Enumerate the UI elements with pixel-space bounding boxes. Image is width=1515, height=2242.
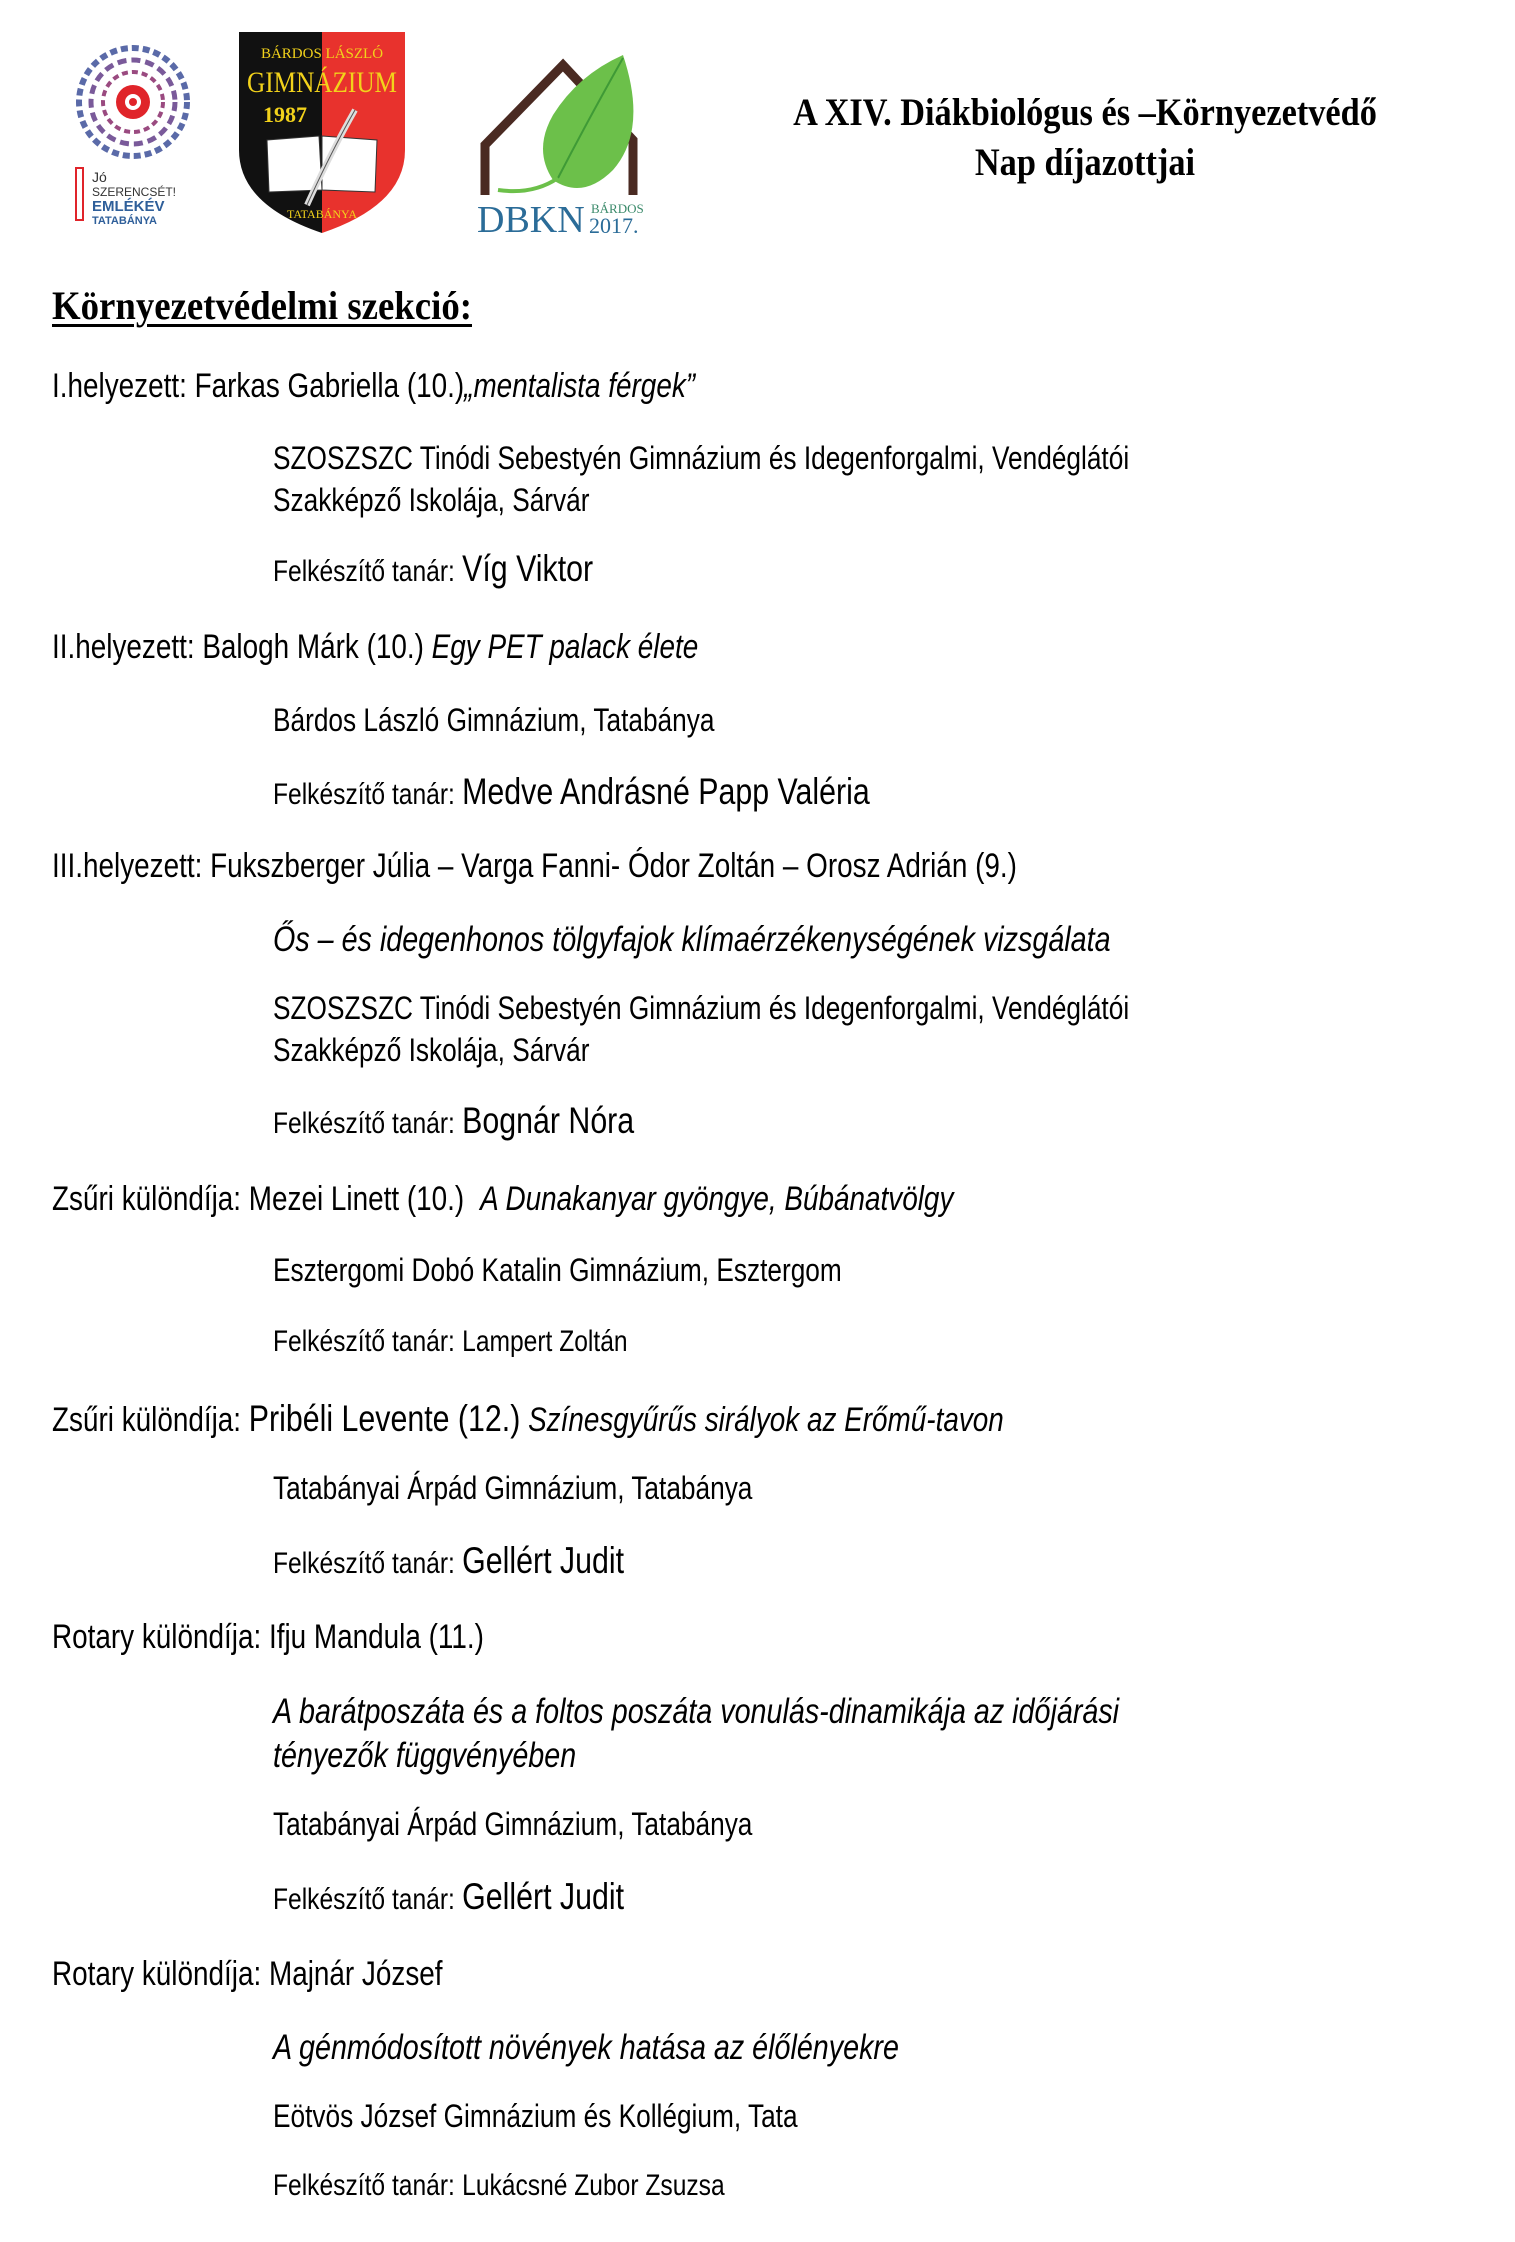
teacher-name: Lukácsné Zubor Zsuzsa [462,2169,725,2202]
award-prefix: II.helyezett: [52,628,195,666]
emlekev-text-2: SZERENCSÉT! [92,185,177,199]
award-project: Színesgyűrűs sirályok az Erőmű-tavon [528,1401,1004,1439]
teacher-name: Medve Andrásné Papp Valéria [462,771,870,812]
school-line: Szakképző Iskolája, Sárvár [273,482,590,518]
teacher-label: Felkészítő tanár: [273,1107,455,1140]
dbkn-logo [473,50,663,240]
teacher-label: Felkészítő tanár: [273,1325,455,1358]
school-line: SZOSZSZC Tinódi Sebestyén Gimnázium és Idegenforgalmi, Vendéglátói [273,440,1130,476]
award-prefix: Rotary különdíja: [52,1955,262,1993]
award-prefix: Zsűri különdíja: [52,1401,242,1439]
award-project: A génmódosított növények hatása az élőlényekre [273,2028,899,2067]
award-prefix: III.helyezett: [52,847,203,885]
award-heading [52,1955,443,1994]
teacher-line [273,1876,624,1918]
shield-text-bottom: TATABÁNYA [286,207,358,221]
award-project: A Dunakanyar gyöngye, Búbánatvölgy [480,1180,954,1218]
rosette-icon [79,48,187,156]
dbkn-text-bardos: BÁRDOS [591,201,644,216]
shield-text-year: 1987 [263,102,307,127]
award-project: A barátposzáta és a foltos poszáta vonulás-dinamikája az időjárási [273,1692,1120,1731]
teacher-label: Felkészítő tanár: [273,2169,455,2202]
gimnazium-shield-logo [237,30,407,235]
shield-text-top: BÁRDOS LÁSZLÓ [260,46,384,62]
teacher-name: Gellért Judit [462,1876,625,1917]
teacher-label: Felkészítő tanár: [273,1883,455,1916]
award-heading [52,1618,484,1657]
section-title: Környezetvédelmi szekció: [52,283,472,328]
award-names: Fukszberger Júlia – Varga Fanni- Ódor Zoltán – Orosz Adrián (9.) [210,847,1017,885]
teacher-name: Víg Viktor [462,548,594,589]
award-heading [52,847,1017,886]
emlekev-text-3: EMLÉKÉV [92,198,165,215]
award-prefix: Rotary különdíja: [52,1618,262,1656]
teacher-name: Gellért Judit [462,1540,625,1581]
award-names: Balogh Márk (10.) [202,628,424,666]
award-heading [52,367,695,406]
emlekev-text-1: Jó [92,169,107,185]
teacher-line [273,1100,634,1142]
award-names: Farkas Gabriella (10.) [194,367,465,405]
award-names: Pribéli Levente (12.) [248,1398,521,1439]
teacher-name: Bognár Nóra [462,1100,635,1141]
dbkn-text-year: 2017. [589,213,639,238]
award-project: „mentalista férgek” [464,367,696,405]
page-title [737,88,1432,188]
school-line: Eötvös József Gimnázium és Kollégium, Tata [273,2098,798,2134]
teacher-label: Felkészítő tanár: [273,778,455,811]
emlekev-logo [70,40,200,230]
teacher-line [273,548,593,590]
emlekev-side-mark [76,168,83,220]
award-project: Egy PET palack élete [431,628,699,666]
award-heading [52,1180,953,1219]
teacher-line [273,1540,624,1582]
leaf-icon [498,55,633,191]
school-line: Tatabányai Árpád Gimnázium, Tatabánya [273,1806,753,1842]
school-line: SZOSZSZC Tinódi Sebestyén Gimnázium és Idegenforgalmi, Vendéglátói [273,990,1130,1026]
teacher-line [273,1322,628,1359]
emlekev-text-4: TATABÁNYA [92,215,157,227]
teacher-name: Lampert Zoltán [462,1325,628,1358]
school-line: Bárdos László Gimnázium, Tatabánya [273,702,715,738]
award-names: Mezei Linett (10.) [248,1180,465,1218]
award-heading [52,628,698,667]
award-names: Majnár József [268,1955,443,1993]
award-prefix: I.helyezett: [52,367,187,405]
award-prefix: Zsűri különdíja: [52,1180,242,1218]
award-project: Ős – és idegenhonos tölgyfajok klímaérzékenységének vizsgálata [273,920,1111,959]
page-title-line-2: Nap díjazottjai [974,141,1196,184]
teacher-line [273,2166,725,2203]
school-line: Tatabányai Árpád Gimnázium, Tatabánya [273,1470,753,1506]
teacher-label: Felkészítő tanár: [273,555,455,588]
dbkn-text-main: DBKN [477,199,585,241]
page-title-line-1: A XIV. Diákbiológus és –Környezetvédő [793,91,1377,134]
award-project: tényezők függvényében [273,1736,577,1775]
teacher-line [273,771,870,813]
shield-text-main: GIMNÁZIUM [247,66,397,99]
teacher-label: Felkészítő tanár: [273,1547,455,1580]
award-names: Ifju Mandula (11.) [268,1618,484,1656]
school-line: Szakképző Iskolája, Sárvár [273,1032,590,1068]
school-line: Esztergomi Dobó Katalin Gimnázium, Esztergom [273,1252,842,1288]
award-heading [52,1398,1004,1440]
